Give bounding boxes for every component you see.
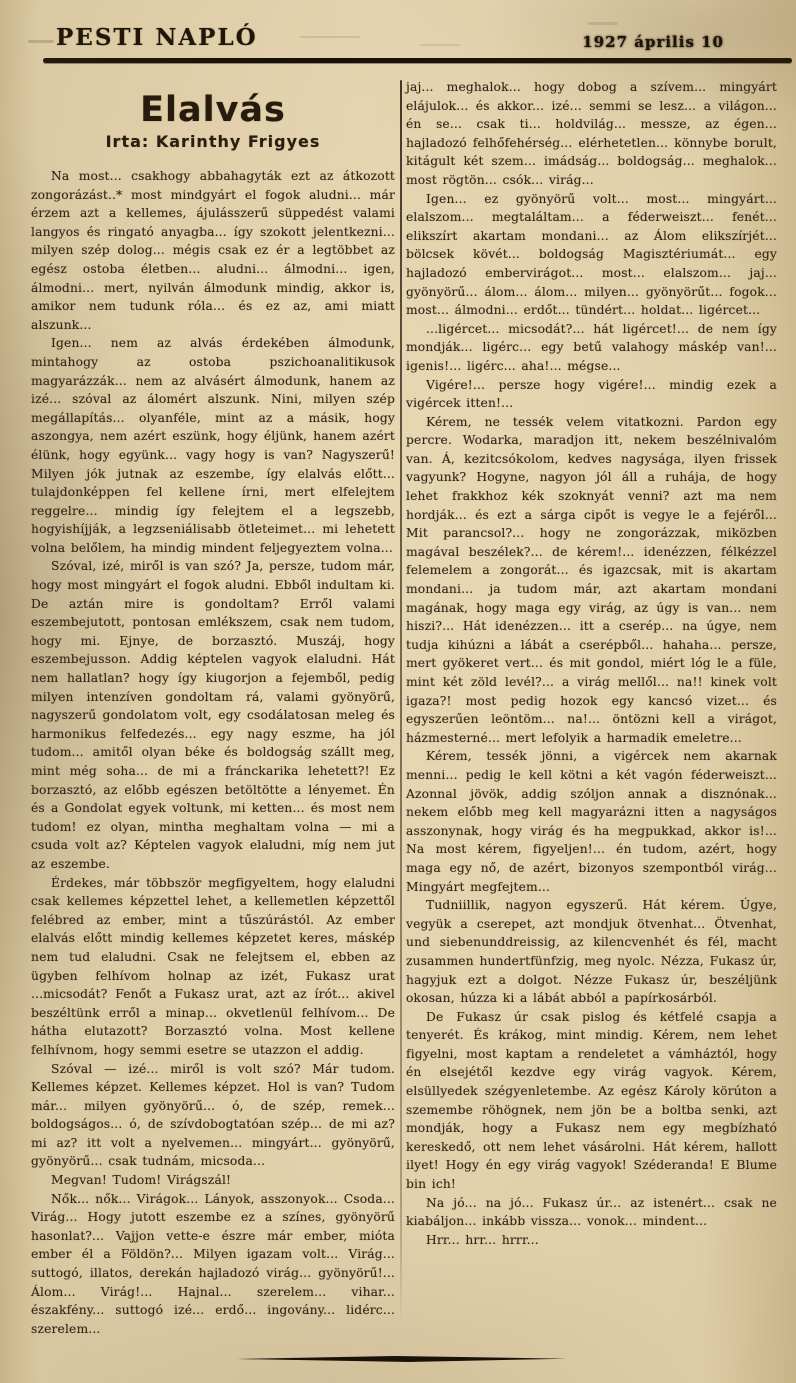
newspaper-name: PESTI NAPLÓ bbox=[56, 24, 258, 51]
paragraph: Vigére!... persze hogy vigére!... mindig ezek a vigércek itten!... bbox=[406, 377, 777, 411]
article-title: Elalvás bbox=[140, 90, 286, 130]
header-rule bbox=[43, 58, 792, 63]
paragraph: De Fukasz úr csak pislog és kétfelé csapja a tenyerét. És krákog, mint mindig. Kérem, nem lehet figyelni, most kaptam a rendeletet a vámháztól, hogy én elsejétől kezdve egy virág vagyok. Kérem, elsüllyedek szégyenletembe. Az egész Károly körúton a szemembe röhögnek, nem jön be a boltba senki, azt mondják, hogy a Fukasz nem egy megbízható kereskedő, ott nem lehet vásárolni. Hát kérem, hallott ilyet! Hogy én egy virág vagyok! Széderanda! E Blume bin ich! bbox=[406, 1009, 777, 1192]
paragraph: jaj... meghalok... hogy dobog a szívem... mingyárt elájulok... és akkor... izé... semmi se lesz... a világon... én se... csak ti... holdvilág... messze, az égen... hajladozó felhőfehérség... elérhetetlen... könnybe borult, kitágult két szem... imádság... boldogság... meghalok... most rögtön... csók... virág... bbox=[406, 80, 777, 187]
page-header bbox=[56, 24, 786, 51]
paragraph: Szóval, izé, miről is van szó? Ja, persze, tudom már, hogy most mingyárt el fogok aludni. Ebből indultam ki. De aztán mire is gondoltam? Erről valami eszembejutott, pontosan emlékszem, csak nem tudom, hogy mi. Ejnye, de borzasztó. Muszáj, hogy eszembejusson. Addig képtelen vagyok elaludni. Hát nem hallatlan? hogy így kiugorjon a fejemből, pedig milyen intenzíven gondoltam rá, valami gyönyörű, nagyszerű gondolatom volt, egy csodálatosan meleg és harmonikus felfedezés... egy nagy eszme, ha jól tudom... amitől olyan béke és boldogság szállt meg, mint még soha... de mi a fránckarika lehetett?! Ez borzasztó, az előbb egészen betöltötte a lényemet. Én és a Gondolat egyek voltunk, mi ketten... és most nem tudom! ez olyan, mintha meghaltam volna — mi a csuda volt az? Képtelen vagyok elaludni, míg nem jut az eszembe. bbox=[31, 559, 395, 871]
paragraph: Szóval — izé... miről is volt szó? Már tudom. Kellemes képzet. Kellemes képzet. Hol is van? Tudom már... milyen gyönyörű... ó, de szép, remek... boldogságos... ó, de szívdobogtatóan szép... de mi az? mi az? itt volt a nyelvemen... mingyárt... gyönyörű, gyönyörű... csak tudnám, micsoda... bbox=[31, 1061, 395, 1169]
paragraph: Igen... nem az alvás érdekében álmodunk, mintahogy az ostoba pszichoanalitikusok magyarázzák... nem az alvásért álmodunk, hanem az izé... szóval az álomért alszunk. Nini, milyen szép megállapítás... olyanféle, mint az a másik, hogy aszongya, nem azért eszünk, hogy éljünk, hanem azért élünk, hogy együnk... vagy hogy is van? Nagyszerű! Milyen jók jutnak az eszembe, így elalvás előtt... tulajdonképpen fel kellene írni, mert elfelejtem reggelre... mindig így felejtem el a legszebb, hogyishíjják, a legzseniálisabb ötleteimet... mi lehetett volna belőlem, ha mindig mindent feljegyeztem volna... bbox=[31, 336, 395, 555]
paragraph: Érdekes, már többször megfigyeltem, hogy elaludni csak kellemes képzettel lehet, a kellemetlen képzettől felébred az ember, mint a tűszúrástól. Az ember elalvás előtt mindig kellemes képzetet keres, máskép nem tud elaludni. Csak ne felejtsem el, ebben az ügyben felhívom holnap az izét, Fukasz urat ...micsodát? Fenőt a Fukasz urat, azt az írót... akivel beszéltünk erről a minap... okvetlenül felhívom... De hátha elutazott? Borzasztó volna. Most kellene felhívnom, hogy semmi esetre se utazzon el addig. bbox=[31, 875, 395, 1057]
issue-date: 1927 április 10 bbox=[582, 33, 724, 51]
paragraph: Kérem, tessék jönni, a vigércek nem akarnak menni... pedig le kell kötni a két vagón féderweiszt... Azonnal jövök, addig szóljon annak a disznónak... nekem előbb meg kell magyarázni itten a nagyságos asszonynak, hogy virág és ha megpukkad, akkor is!... Na most kérem, figyeljen!... én tudom, azért, hogy maga egy nő, de azért, bizonyos szempontból virág... Mingyárt megfejtem... bbox=[406, 749, 777, 894]
article-byline: Irta: Karinthy Frigyes bbox=[105, 132, 321, 151]
left-column bbox=[31, 76, 395, 1357]
scan-smudge bbox=[28, 40, 54, 43]
paragraph: Na most... csakhogy abbahagyták ezt az átkozott zongorázást..* most mindgyárt el fogok aludni... már érzem azt a kellemes, ájulásszerű süppedést valami langyos és ringató anyagba... így szokott jelentkezni... milyen szép dolog... mégis csak ez ér a legtöbbet az egész ostoba életben... aludni... álmodni... igen, álmodni... mert, nyilván álmodunk mindig, akkor is, amikor nem tudunk róla... és ez az, ami miatt alszunk... bbox=[31, 169, 395, 332]
paragraph: Kérem, ne tessék velem vitatkozni. Pardon egy percre. Wodarka, maradjon itt, nekem beszélnivalóm van. Á, kezitcsókolom, kedves nagysága, ilyen frissek vagyunk? Hogyne, nagyon jól áll a ruhája, de hogy lehet frakkhoz kék szoknyát venni? azt ma nem hordják... és ezt a sárga cipőt is vegye le a fejéről... Mit parancsol?... hogy ne zongorázzak, miközben magával beszélek?... de kérem!... idenézzen, félkézzel felemelem a zongorát... és igazcsak, mit is akartam mondani... ja tudom már, azt akartam mondani magának, hogy maga egy virág, az úgy is van... nem hiszi?... Hát idenézzen... itt a cserép... na úgye, nem tudja kihúzni a lábát a cserépből... hahaha... persze, mert gyökeret vert... és mit gondol, miért lóg le a füle, mint két zöld levél?... a virág mellől... na!! kinek volt igaza?! most pedig hozok egy kancsó vizet... és egyszerűen leöntöm... na!... öntözni kell a virágot, házmesterné... mert lefolyik a harmadik emeletre... bbox=[406, 414, 777, 745]
paragraph: Nők... nők... Virágok... Lányok, asszonyok... Csoda... Virág... Hogy jutott eszembe ez a színes, gyönyörű hasonlat?... Vajjon vette-e észre már ember, mióta ember él a Földön?... Milyen igazam volt... Virág... suttogó, illatos, derekán hajladozó virág... gyönyörű!... Álom... Virág!... Hajnal... szerelem... vihar... északfény... suttogó izé... erdő... ingovány... lidérc... szerelem... bbox=[31, 1191, 395, 1336]
paragraph: Megvan! Tudom! Virágszál! bbox=[51, 1173, 232, 1188]
article-columns bbox=[31, 76, 777, 1357]
paragraph: Na jó... na jó... Fukasz úr... az istenért... csak ne kiabáljon... inkább vissza... vonok... mindent... bbox=[406, 1195, 777, 1229]
article-body-left bbox=[31, 167, 395, 1338]
right-column bbox=[406, 76, 777, 1357]
paragraph: Tudniillik, nagyon egyszerű. Hát kérem. Úgye, vegyük a cserepet, azt mondjuk ötvenhat... Ötvenhat, und siebenunddreissig, az kilencvenhét és fél, macht zusammen hundertfünfzig, meg nyolc. Nézza, Fukasz úr, hagyjuk ezt a dolgot. Nézze Fukasz úr, beszéljünk okosan, húzza ki a lábát abból a papírkosárból. bbox=[406, 898, 777, 1006]
paragraph: ...ligércet... micsodát?... hát ligércet!... de nem így mondják... ligérc... egy betű valahogy máskép van!... igenis!... ligérc... aha!... mégse... bbox=[406, 321, 777, 373]
paragraph: Hrr... hrr... hrrr... bbox=[426, 1232, 539, 1247]
paragraph: Igen... ez gyönyörű volt... most... mingyárt... elalszom... megtaláltam... a féderweiszt... fenét... elikszírt akartam mondani... az Álom elikszírjét... bölcsek kövét... boldogság Magisztériumát... egy hajladozó embervirágot... most... elalszom... jaj... gyönyörű... álom... álom... milyen... gyönyörűt... fogok... most... álmodni... erdőt... tündért... holdat... ligércet... bbox=[406, 191, 777, 318]
article-body-right bbox=[406, 78, 777, 1249]
column-divider bbox=[400, 80, 402, 1327]
